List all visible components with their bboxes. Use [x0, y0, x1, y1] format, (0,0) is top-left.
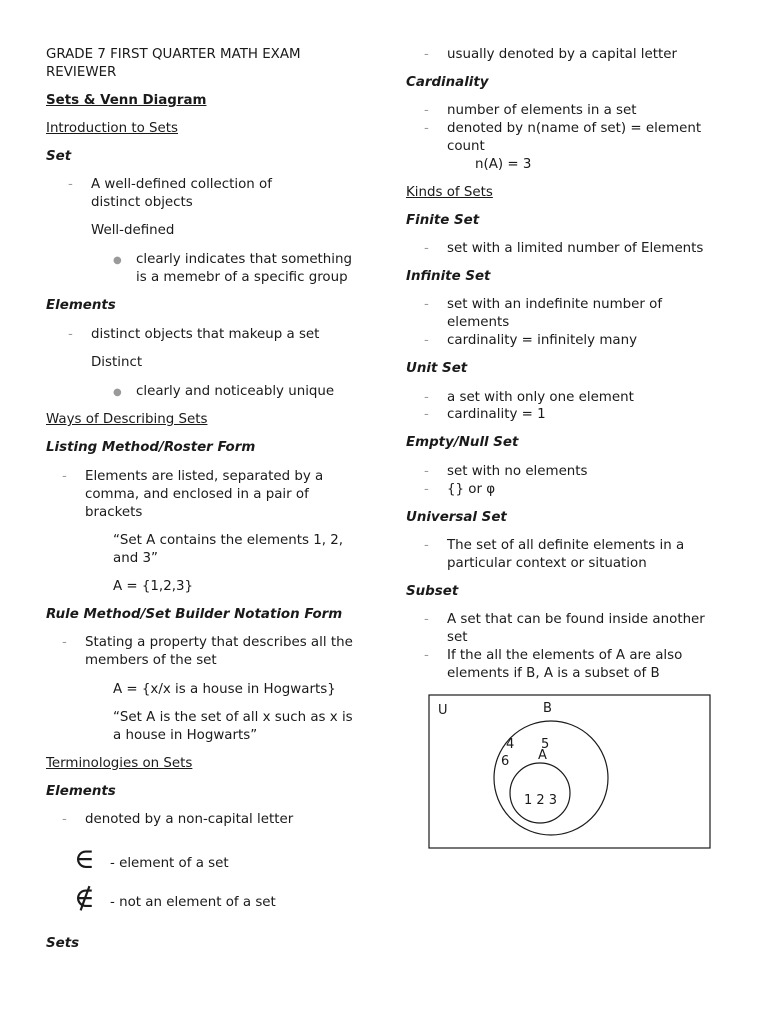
- cardinality-def-1: number of elements in a set: [447, 103, 637, 118]
- dash-marker: -: [68, 177, 73, 192]
- venn-diagram: [428, 694, 712, 850]
- subheading-ways: Ways of Describing Sets: [46, 412, 208, 427]
- subset-def-2a: If the all the elements of A are also: [447, 648, 683, 663]
- listing-example-line1: “Set A contains the elements 1, 2,: [113, 533, 344, 548]
- label-u: U: [438, 703, 448, 718]
- set-definition-line2: distinct objects: [91, 195, 193, 210]
- empty-set-def-2: {} or φ: [447, 482, 496, 497]
- subset-def-2b: elements if B, A is a subset of B: [447, 666, 660, 681]
- term-finite-set: Finite Set: [406, 213, 480, 228]
- term-cardinality: Cardinality: [406, 75, 489, 90]
- term-elements: Elements: [46, 298, 116, 313]
- subheading-terminologies: Terminologies on Sets: [46, 756, 193, 771]
- dash-marker: -: [68, 327, 73, 342]
- elements-definition: distinct objects that makeup a set: [91, 327, 320, 342]
- term-listing-method: Listing Method/Roster Form: [46, 440, 256, 455]
- element-of-text: - element of a set: [110, 856, 229, 871]
- term-infinite-set: Infinite Set: [406, 269, 491, 284]
- distinct-definition: clearly and noticeably unique: [136, 384, 335, 399]
- dash-marker: -: [424, 538, 429, 553]
- page-title-line2: REVIEWER: [46, 65, 117, 80]
- subheading-kinds: Kinds of Sets: [406, 185, 493, 200]
- unit-set-def-1: a set with only one element: [447, 390, 634, 405]
- label-a: A: [538, 748, 547, 763]
- subheading-intro-sets: Introduction to Sets: [46, 121, 179, 136]
- cardinality-def-2a: denoted by n(name of set) = element: [447, 121, 702, 136]
- listing-def-line3: brackets: [85, 505, 143, 520]
- universal-set-def-1: The set of all definite elements in a: [447, 538, 685, 553]
- label-b: B: [543, 701, 552, 716]
- dash-marker: -: [424, 333, 429, 348]
- elements-inner: 1 2 3: [524, 793, 558, 808]
- element-6: 6: [501, 754, 510, 769]
- infinite-set-def-1a: set with an indefinite number of: [447, 297, 663, 312]
- well-defined-def-line2: is a memebr of a specific group: [136, 270, 348, 285]
- term-rule-method: Rule Method/Set Builder Notation Form: [46, 607, 343, 622]
- dash-marker: -: [424, 241, 429, 256]
- infinite-set-def-2: cardinality = infinitely many: [447, 333, 637, 348]
- listing-def-line1: Elements are listed, separated by a: [85, 469, 324, 484]
- dash-marker: -: [424, 648, 429, 663]
- empty-set-def-1: set with no elements: [447, 464, 588, 479]
- listing-set-notation: A = {1,2,3}: [113, 579, 194, 594]
- finite-set-def: set with a limited number of Elements: [447, 241, 704, 256]
- element-of-symbol: ∈: [74, 842, 95, 875]
- universal-set-box: [429, 695, 710, 848]
- infinite-set-def-1b: elements: [447, 315, 510, 330]
- dash-marker: -: [62, 812, 67, 827]
- dash-marker: -: [424, 103, 429, 118]
- not-element-of-text: - not an element of a set: [110, 895, 276, 910]
- dash-marker: -: [62, 635, 67, 650]
- subset-def-1b: set: [447, 630, 468, 645]
- rule-set-notation: A = {x/x is a house in Hogwarts}: [113, 682, 336, 697]
- set-definition-line1: A well-defined collection of: [91, 177, 272, 192]
- dash-marker: -: [424, 390, 429, 405]
- dash-marker: -: [424, 464, 429, 479]
- not-element-of-symbol: ∉: [74, 881, 95, 914]
- term-elements-2: Elements: [46, 784, 116, 799]
- dash-marker: -: [424, 482, 429, 497]
- bullet-marker: ●: [113, 387, 122, 398]
- listing-def-line2: comma, and enclosed in a pair of: [85, 487, 309, 502]
- element-5: 5: [541, 737, 550, 752]
- rule-def-line2: members of the set: [85, 653, 217, 668]
- unit-set-def-2: cardinality = 1: [447, 407, 546, 422]
- term-distinct: Distinct: [91, 355, 143, 370]
- rule-example-line1: “Set A is the set of all x such as x is: [113, 710, 353, 725]
- term-empty-set: Empty/Null Set: [406, 435, 519, 450]
- well-defined-def-line1: clearly indicates that something: [136, 252, 352, 267]
- term-well-defined: Well-defined: [91, 223, 175, 238]
- elements-notation-def: denoted by a non-capital letter: [85, 812, 294, 827]
- term-universal-set: Universal Set: [406, 510, 507, 525]
- dash-marker: -: [62, 469, 67, 484]
- cardinality-def-2b: count: [447, 139, 485, 154]
- rule-example-line2: a house in Hogwarts”: [113, 728, 258, 743]
- dash-marker: -: [424, 297, 429, 312]
- heading-sets-venn: Sets & Venn Diagram: [46, 93, 207, 108]
- page-title-line1: GRADE 7 FIRST QUARTER MATH EXAM: [46, 47, 301, 62]
- dash-marker: -: [424, 407, 429, 422]
- term-subset: Subset: [406, 584, 459, 599]
- universal-set-def-2: particular context or situation: [447, 556, 647, 571]
- dash-marker: -: [424, 612, 429, 627]
- cardinality-example: n(A) = 3: [475, 157, 532, 172]
- term-set: Set: [46, 149, 72, 164]
- subset-def-1a: A set that can be found inside another: [447, 612, 705, 627]
- listing-example-line2: and 3”: [113, 551, 158, 566]
- term-unit-set: Unit Set: [406, 361, 468, 376]
- rule-def-line1: Stating a property that describes all the: [85, 635, 353, 650]
- capital-letter-note: usually denoted by a capital letter: [447, 47, 678, 62]
- dash-marker: -: [424, 47, 429, 62]
- term-sets: Sets: [46, 936, 80, 951]
- element-4: 4: [506, 737, 515, 752]
- bullet-marker: ●: [113, 255, 122, 266]
- dash-marker: -: [424, 121, 429, 136]
